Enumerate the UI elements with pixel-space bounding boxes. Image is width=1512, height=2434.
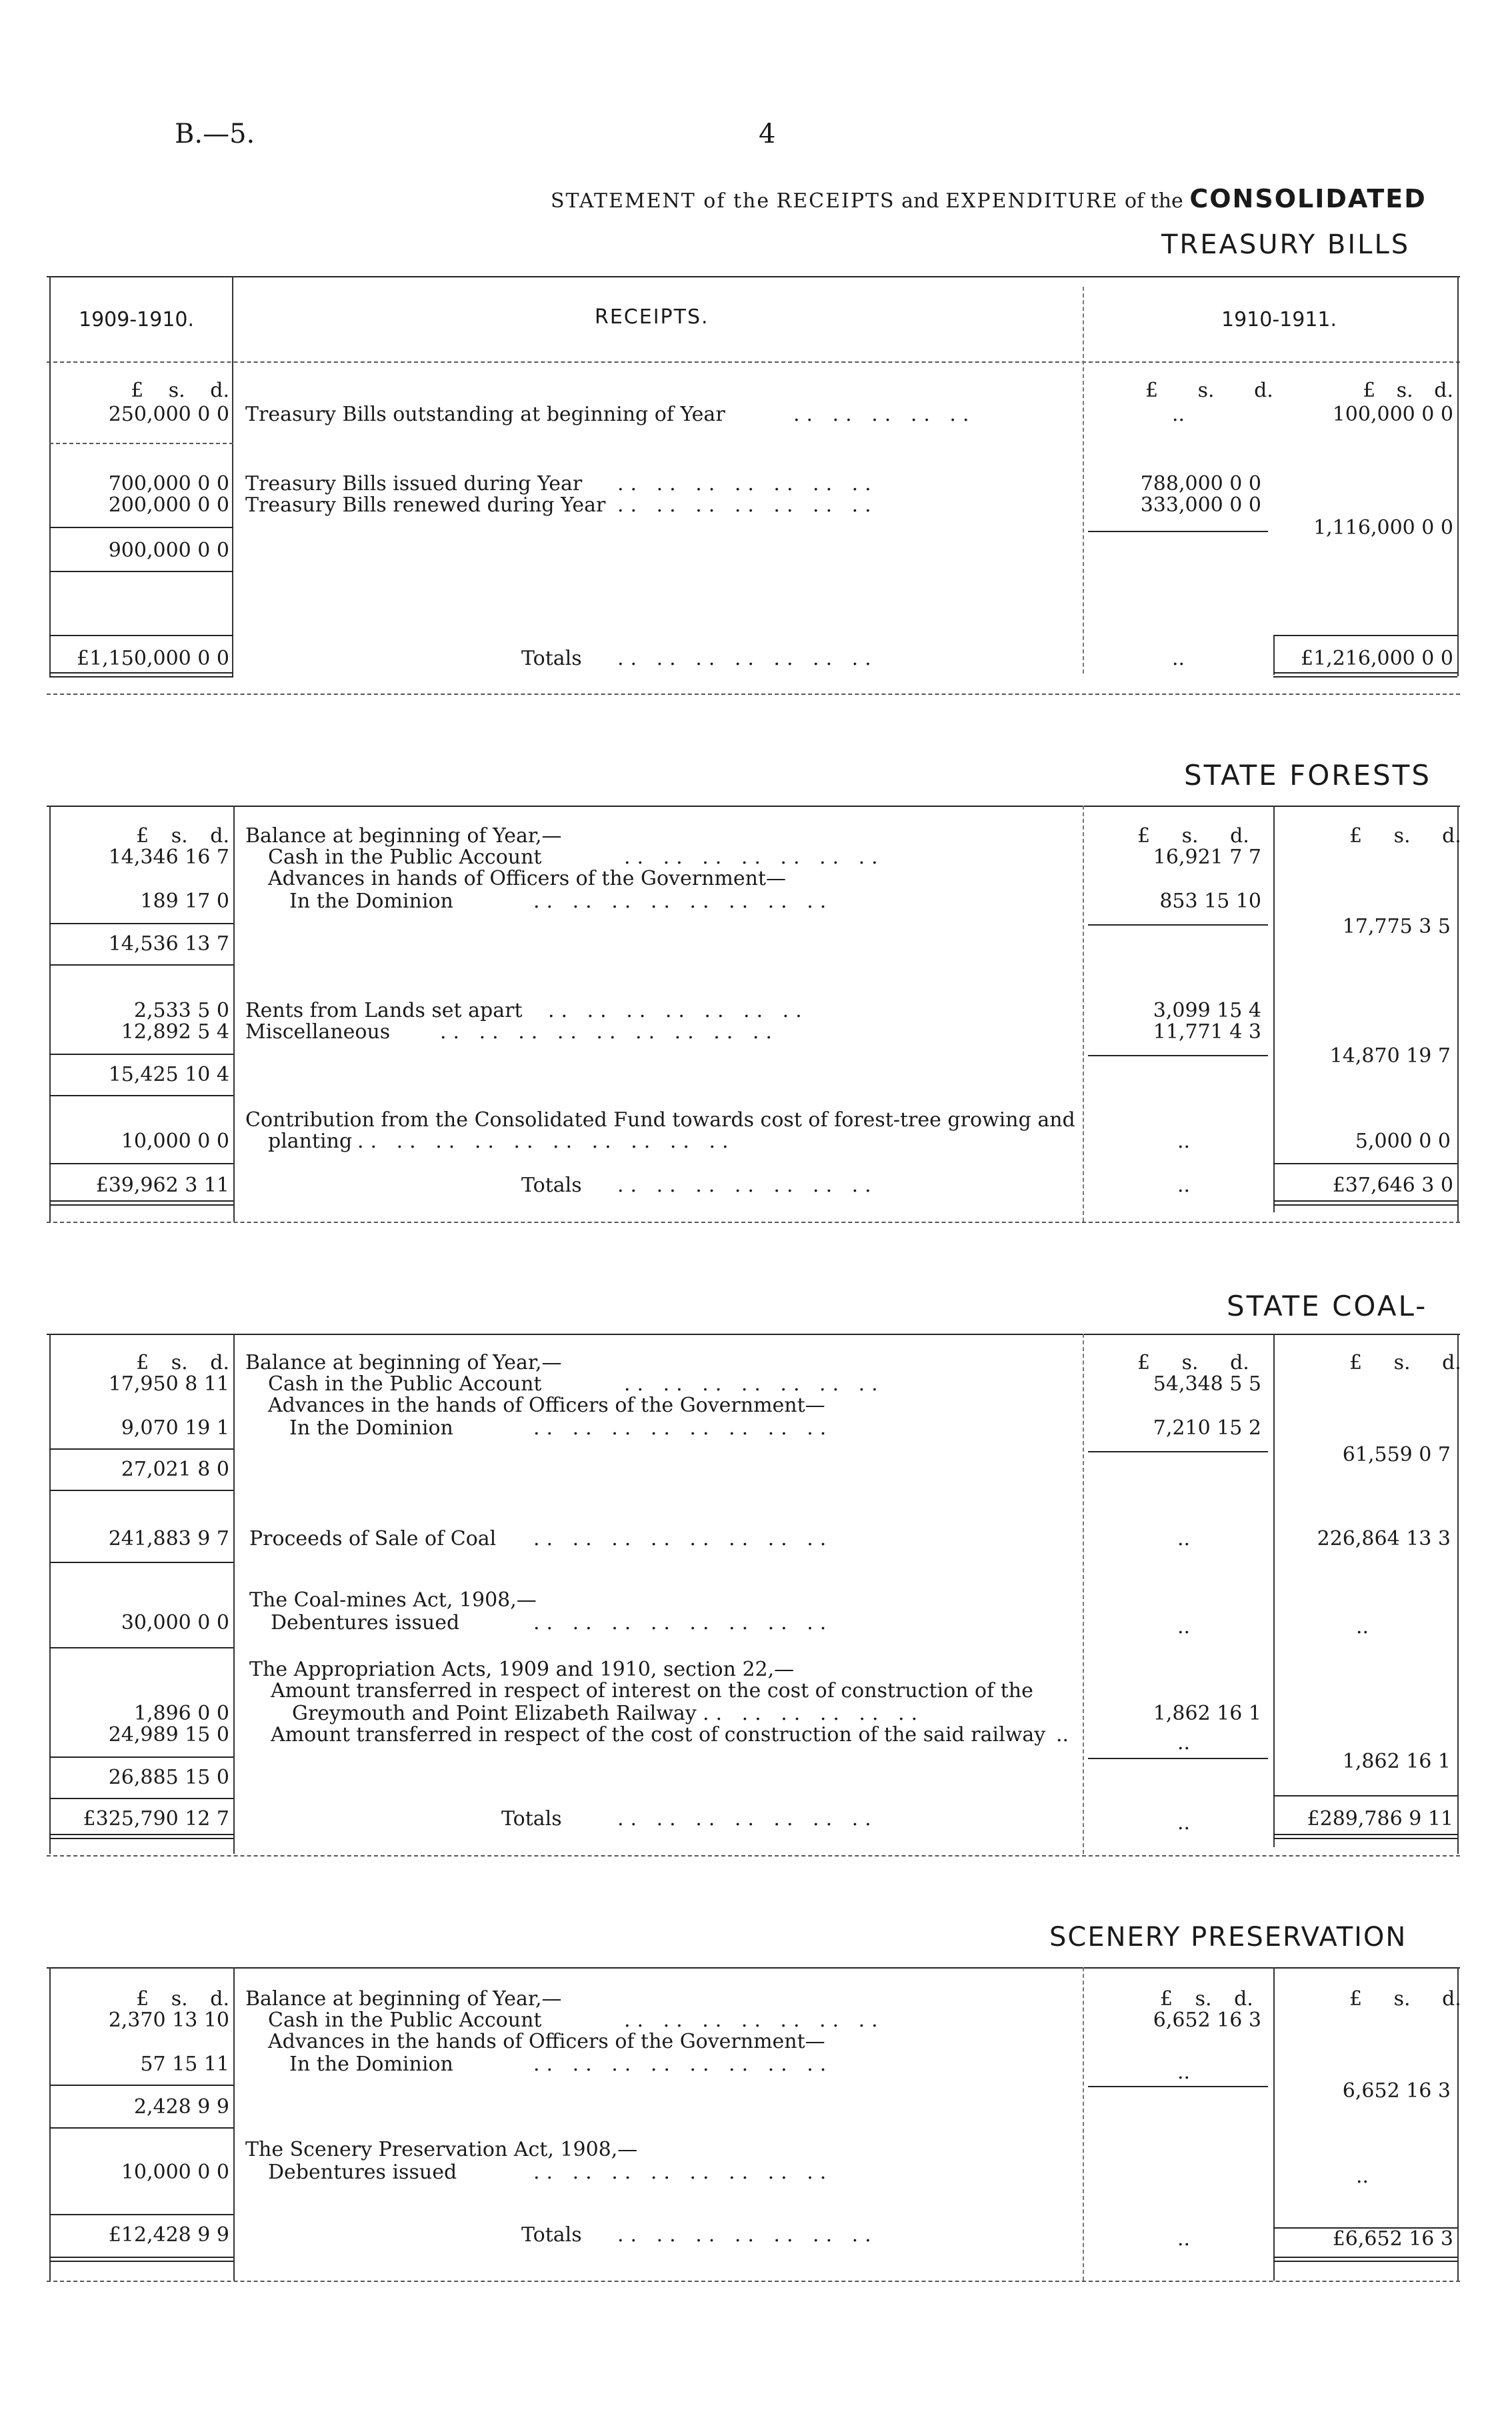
- leader-dots: .. .. .. .. .. .. ..: [624, 846, 885, 869]
- amount-left: 700,000 0 0: [108, 472, 229, 495]
- row-label: In the Dominion: [289, 2053, 453, 2076]
- statement-title-part: and: [901, 189, 939, 213]
- subtotal-left: 2,428 9 9: [133, 2095, 229, 2119]
- currency-header: £ s. d.: [1137, 1351, 1249, 1374]
- leader-dots: .. .. .. .. .. .. .. ..: [533, 1611, 833, 1634]
- column-divider: [1083, 1334, 1084, 1854]
- currency-header: £ s. d.: [136, 824, 229, 848]
- amount-left: 250,000 0 0: [108, 403, 229, 426]
- leader-dots: .. .. .. .. .. .. .. ..: [533, 1416, 833, 1440]
- row-label: Treasury Bills outstanding at beginning of Year: [245, 403, 725, 426]
- rule: [1273, 1795, 1457, 1796]
- leader-dots: .. .. .. .. .. .. ..: [617, 1174, 878, 1197]
- leader-dots: .. .. .. .. ..: [793, 403, 976, 426]
- total-right: £6,652 16 3: [1332, 2227, 1453, 2251]
- column-header-1910-1911: 1910-1911.: [1221, 308, 1337, 331]
- row-label: Cash in the Public Account: [268, 2009, 542, 2032]
- rule: [49, 2214, 233, 2215]
- statement-title-part: of the: [1124, 189, 1183, 213]
- row-label: Debentures issued: [271, 1611, 460, 1634]
- amount-mid: 16,921 7 7: [1153, 846, 1261, 869]
- row-label: Proceeds of Sale of Coal: [249, 1527, 497, 1550]
- row-label: Debentures issued: [268, 2161, 457, 2184]
- rule: [49, 1095, 233, 1096]
- row-label: Contribution from the Consolidated Fund towards cost of forest-tree growing and: [245, 1108, 1075, 1132]
- amount-mid: 54,348 5 5: [1153, 1372, 1261, 1396]
- double-rule: [1273, 1200, 1457, 1206]
- row-label: The Coal-mines Act, 1908,—: [249, 1588, 537, 1612]
- column-divider: [233, 1334, 235, 1854]
- amount-left: 24,989 15 0: [108, 1723, 229, 1746]
- column-divider: [233, 1967, 235, 2281]
- leader-dots: .. .. .. .. .. .. ..: [624, 2009, 885, 2032]
- rule: [49, 1448, 233, 1450]
- amount-left: 1,896 0 0: [133, 1702, 229, 1725]
- currency-header: £ s. d.: [1363, 379, 1453, 402]
- row-label: Advances in the hands of Officers of the Government—: [268, 2030, 825, 2053]
- rule: [49, 964, 233, 966]
- column-divider: [232, 276, 233, 676]
- subtotal-left: 26,885 15 0: [108, 1766, 229, 1789]
- rule: [1088, 2086, 1268, 2087]
- rule: [49, 1798, 233, 1799]
- column-divider: [1457, 1334, 1459, 1854]
- amount-mid: ..: [1177, 1174, 1191, 1197]
- row-label: planting: [268, 1130, 353, 1153]
- column-divider: [49, 276, 51, 676]
- rule: [1273, 635, 1457, 636]
- rule: [49, 1054, 233, 1055]
- rule: [47, 1967, 1460, 1969]
- amount-mid: 3,099 15 4: [1153, 999, 1261, 1022]
- currency-header: £ s. d.: [1349, 1351, 1461, 1374]
- rule: [1273, 1163, 1457, 1164]
- rule: [47, 806, 1460, 807]
- column-divider: [233, 806, 235, 1222]
- currency-header: £ s. d.: [131, 379, 229, 402]
- rule: [49, 1163, 233, 1164]
- leader-dots: .. .. .. .. .. .. ..: [617, 472, 878, 495]
- column-divider: [1273, 635, 1275, 675]
- column-divider: [1273, 806, 1275, 1212]
- amount-left: 14,346 16 7: [108, 846, 229, 869]
- double-rule: [1273, 2257, 1457, 2262]
- amount-mid: 333,000 0 0: [1140, 493, 1261, 517]
- currency-header: £ s. d.: [1145, 379, 1273, 402]
- section-heading-treasury: TREASURY BILLS: [1161, 229, 1411, 260]
- amount-left: 12,892 5 4: [121, 1020, 229, 1044]
- currency-header: £ s. d.: [136, 1987, 229, 2011]
- totals-label: Totals: [501, 1807, 562, 1831]
- row-label: Greymouth and Point Elizabeth Railway: [292, 1702, 697, 1725]
- row-label: Balance at beginning of Year,—: [245, 1351, 562, 1374]
- total-left: £39,962 3 11: [95, 1174, 229, 1197]
- rule: [1088, 1055, 1268, 1056]
- double-rule: [49, 2257, 233, 2262]
- statement-title-part: RECEIPTS: [776, 189, 895, 213]
- leader-dots: .. .. .. .. .. .. ..: [617, 1807, 878, 1831]
- rule: [47, 1334, 1460, 1335]
- amount-mid: ..: [1177, 1731, 1191, 1754]
- subtotal-left: 15,425 10 4: [108, 1063, 229, 1086]
- section-heading-forests: STATE FORESTS: [1184, 759, 1431, 792]
- currency-header: £ s. d.: [1137, 824, 1249, 848]
- rule: [49, 1756, 233, 1758]
- amount-left: 57 15 11: [140, 2053, 229, 2076]
- rule: [1088, 924, 1268, 926]
- column-header-receipts: RECEIPTS.: [595, 305, 709, 329]
- amount-right: 1,862 16 1: [1342, 1750, 1451, 1773]
- section-heading-scenery: SCENERY PRESERVATION: [1049, 1922, 1407, 1953]
- column-divider: [1083, 287, 1084, 674]
- rule: [47, 276, 1460, 277]
- section-heading-coal: STATE COAL-: [1227, 1290, 1428, 1322]
- row-label: Advances in the hands of Officers of the Government—: [268, 1394, 825, 1417]
- double-rule: [49, 672, 233, 678]
- leader-dots: .. .. .. .. .. ..: [703, 1702, 925, 1725]
- total-right: £1,216,000 0 0: [1300, 647, 1453, 670]
- totals-label: Totals: [521, 647, 582, 670]
- row-label: Amount transferred in respect of the cost of construction of the said railway: [271, 1723, 1046, 1746]
- rule: [47, 361, 1460, 363]
- column-divider: [1457, 806, 1459, 1222]
- row-label: The Scenery Preservation Act, 1908,—: [245, 2138, 638, 2161]
- rule: [47, 2281, 1460, 2282]
- amount-right: 1,116,000 0 0: [1313, 516, 1453, 539]
- rule: [47, 1222, 1460, 1223]
- amount-left: 10,000 0 0: [121, 2161, 229, 2184]
- amount-left: 30,000 0 0: [121, 1611, 229, 1634]
- column-header-1909-1910: 1909-1910.: [79, 308, 195, 331]
- amount-mid: ..: [1177, 1811, 1191, 1835]
- rule: [1088, 1758, 1268, 1759]
- amount-right: 17,775 3 5: [1342, 915, 1451, 938]
- amount-mid: ..: [1177, 2227, 1191, 2251]
- leader-dots: .. .. .. .. .. .. ..: [548, 999, 809, 1022]
- rule: [47, 694, 1460, 695]
- statement-title-part: CONSOLIDATED: [1189, 184, 1427, 213]
- amount-left: 2,370 13 10: [108, 2009, 229, 2032]
- leader-dots: .. .. .. .. .. .. .. ..: [533, 2053, 833, 2076]
- double-rule: [1273, 1834, 1457, 1839]
- column-divider: [1273, 1967, 1275, 2281]
- rule: [49, 923, 233, 924]
- amount-right: 226,864 13 3: [1317, 1527, 1451, 1550]
- rule: [49, 571, 233, 572]
- amount-right: 14,870 19 7: [1329, 1044, 1451, 1068]
- amount-right: ..: [1356, 1615, 1369, 1638]
- double-rule: [49, 1834, 233, 1839]
- column-divider: [1457, 1967, 1459, 2281]
- rule: [49, 2085, 233, 2086]
- amount-mid: 7,210 15 2: [1153, 1416, 1261, 1440]
- column-divider: [49, 1967, 51, 2281]
- row-label: Cash in the Public Account: [268, 846, 542, 869]
- subtotal-left: 900,000 0 0: [108, 539, 229, 562]
- row-label: Amount transferred in respect of interest on the cost of construction of the: [271, 1679, 1033, 1702]
- currency-header: £ s. d.: [1160, 1987, 1253, 2011]
- amount-right: ..: [1356, 2165, 1369, 2188]
- amount-right: 61,559 0 7: [1342, 1443, 1451, 1466]
- rule: [1088, 1451, 1268, 1452]
- rule: [49, 1647, 233, 1648]
- amount-mid: ..: [1177, 2061, 1191, 2084]
- row-label: Treasury Bills renewed during Year: [245, 493, 606, 517]
- amount-left: 200,000 0 0: [108, 493, 229, 517]
- leader-dots: .. .. .. .. .. .. .. ..: [533, 1527, 833, 1550]
- rule: [49, 635, 233, 636]
- total-right: £37,646 3 0: [1332, 1174, 1453, 1197]
- double-rule: [49, 1200, 233, 1206]
- column-divider: [1083, 806, 1084, 1222]
- amount-right: 100,000 0 0: [1332, 403, 1453, 426]
- amount-mid: 11,771 4 3: [1153, 1020, 1261, 1044]
- currency-header: £ s. d.: [1349, 824, 1461, 848]
- amount-mid: 1,862 16 1: [1153, 1702, 1261, 1725]
- row-label: Advances in hands of Officers of the Government—: [268, 867, 786, 890]
- leader-dots: .. .. .. .. .. .. .. .. .. ..: [357, 1130, 735, 1153]
- amount-left: 241,883 9 7: [108, 1527, 229, 1550]
- leader-dots: ..: [1056, 1723, 1069, 1746]
- row-label: Treasury Bills issued during Year: [245, 472, 583, 495]
- total-right: £289,786 9 11: [1307, 1807, 1453, 1831]
- amount-mid: 788,000 0 0: [1140, 472, 1261, 495]
- statement-title-part: STATEMENT of the: [551, 189, 771, 213]
- total-left: £325,790 12 7: [83, 1807, 229, 1831]
- rule: [49, 2127, 233, 2129]
- amount-mid: ..: [1177, 1130, 1191, 1153]
- amount-mid: 6,652 16 3: [1153, 2009, 1261, 2032]
- amount-mid: ..: [1172, 647, 1185, 670]
- double-rule: [1273, 672, 1457, 678]
- amount-left: 10,000 0 0: [121, 1130, 229, 1153]
- row-label: The Appropriation Acts, 1909 and 1910, section 22,—: [249, 1658, 795, 1681]
- currency-header: £ s. d.: [1349, 1987, 1461, 2011]
- amount-right: 6,652 16 3: [1342, 2079, 1451, 2103]
- leader-dots: .. .. .. .. .. .. ..: [617, 647, 878, 670]
- leader-dots: .. .. .. .. .. .. .. ..: [533, 890, 833, 913]
- row-label: Rents from Lands set apart: [245, 999, 523, 1022]
- page-reference: B.—5.: [175, 119, 255, 149]
- column-divider: [1273, 1334, 1275, 1847]
- amount-left: 17,950 8 11: [108, 1372, 229, 1396]
- row-label: Balance at beginning of Year,—: [245, 824, 562, 848]
- row-label: In the Dominion: [289, 1416, 453, 1440]
- leader-dots: .. .. .. .. .. .. .. ..: [533, 2161, 833, 2184]
- rule: [47, 1855, 1460, 1857]
- leader-dots: .. .. .. .. .. .. ..: [624, 1372, 885, 1396]
- amount-mid: ..: [1172, 403, 1185, 426]
- total-left: £12,428 9 9: [108, 2223, 229, 2247]
- page-number: 4: [759, 119, 776, 149]
- rule: [49, 527, 233, 528]
- amount-left: 2,533 5 0: [133, 999, 229, 1022]
- subtotal-left: 27,021 8 0: [121, 1458, 229, 1481]
- rule: [49, 443, 233, 444]
- rule: [49, 1562, 233, 1563]
- rule: [49, 1490, 233, 1491]
- leader-dots: .. .. .. .. .. .. .. .. ..: [440, 1020, 779, 1044]
- row-label: Miscellaneous: [245, 1020, 391, 1044]
- column-divider: [1083, 1967, 1084, 2281]
- total-left: £1,150,000 0 0: [76, 647, 229, 670]
- leader-dots: .. .. .. .. .. .. ..: [617, 493, 878, 517]
- column-divider: [49, 1334, 51, 1854]
- column-divider: [49, 806, 51, 1222]
- amount-left: 9,070 19 1: [121, 1416, 229, 1440]
- amount-right: 5,000 0 0: [1355, 1130, 1451, 1153]
- statement-title-part: EXPENDITURE: [945, 189, 1119, 213]
- column-divider: [1457, 276, 1459, 676]
- rule: [1088, 531, 1268, 532]
- totals-label: Totals: [521, 2223, 582, 2247]
- totals-label: Totals: [521, 1174, 582, 1197]
- amount-mid: ..: [1177, 1527, 1191, 1550]
- currency-header: £ s. d.: [136, 1351, 229, 1374]
- row-label: Balance at beginning of Year,—: [245, 1987, 562, 2011]
- statement-title: [551, 184, 1427, 213]
- leader-dots: .. .. .. .. .. .. ..: [617, 2223, 878, 2247]
- row-label: In the Dominion: [289, 890, 453, 913]
- row-label: Cash in the Public Account: [268, 1372, 542, 1396]
- subtotal-left: 14,536 13 7: [108, 932, 229, 956]
- amount-left: 189 17 0: [140, 890, 229, 913]
- amount-mid: 853 15 10: [1159, 890, 1261, 913]
- amount-mid: ..: [1177, 1615, 1191, 1638]
